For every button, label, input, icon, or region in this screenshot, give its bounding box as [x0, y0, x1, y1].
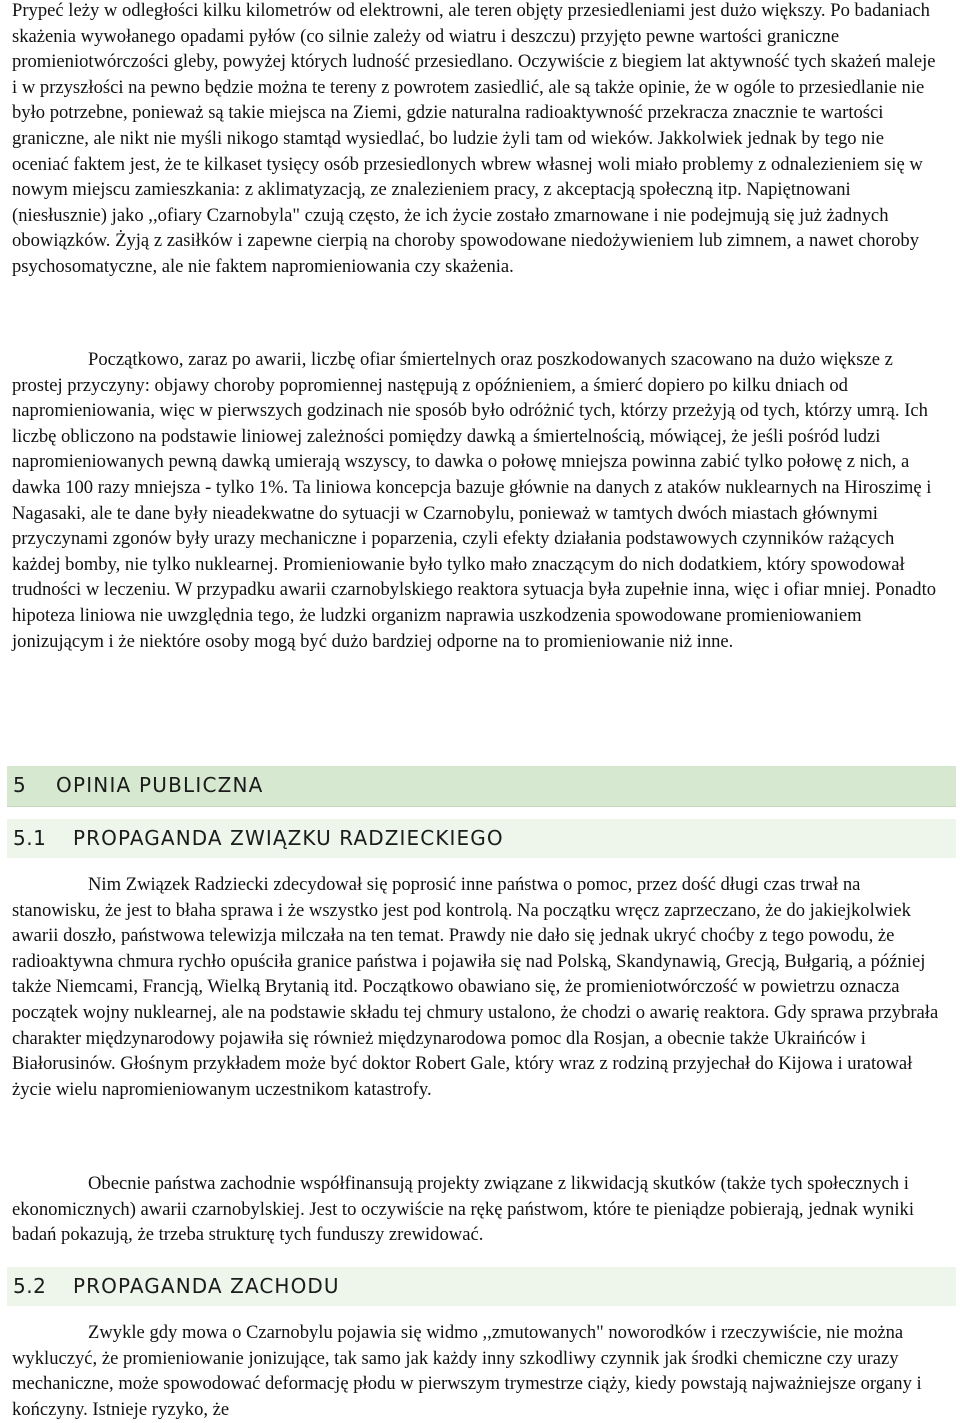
section-number: 5 — [13, 773, 27, 797]
subsection-number: 5.2 — [13, 1274, 47, 1298]
paragraph-casualties: Początkowo, zaraz po awarii, liczbę ofiar śmiertelnych oraz poszkodowanych szacowano na dużo większe z prostej przyczyny: objawy choroby popromiennej następują z opóźnieniem, a śmierć dopiero po kilku dniach od napromieniowania, więc w pierwszych godzinach nie sposób było odróżnić tych, którzy przeżyją od tych, którzy umrą. Ich liczbę obliczono na podstawie liniowej zależności pomiędzy dawką a śmiertelnością, mówiącej, że jeśli pośród ludzi napromieniowanych pewną dawką umierają wszyscy, to dawka o połowę mniejsza powinna zabić tylko połowę z nich, a dawka 100 razy mniejsza - tylko 1%. Ta liniowa koncepcja bazuje głównie na danych z ataków nuklearnych na Hiroszimę i Nagasaki, ale te dane były nieadekwatne do sytuacji w Czarnobylu, ponieważ w tamtych dwóch miastach głównymi przyczynami zgonów były urazy mechaniczne i poparzenia, czyli efekty działania podstawowych czynników rażących każdej bomby, nie tylko nuklearnej. Promieniowanie było tylko mało znaczącym do nich dodatkiem, który spowodował trudności w leczeniu. W przypadku awarii czarnobylskiego reaktora sytuacja była zupełnie inna, więc i ofiar mniej. Ponadto hipoteza liniowa nie uwzględnia tego, że ludzki organizm naprawia uszkodzenia spowodowane promieniowaniem jonizującym i że niektóre osoby mogą być dużo bardziej odporne na to promieniowanie niż inne. — [12, 349, 937, 652]
paragraph-western-funding: Obecnie państwa zachodnie współfinansują projekty związane z likwidacją skutków (także tych społecznych i ekonomicznych) awarii czarnobylskiej. Jest to oczywiście na rękę państwom, które te pieniądze pobierają, jednak wyniki badań pokazują, że trzeba strukturę tych funduszy zrewidować. — [12, 1173, 914, 1246]
subsection-number: 5.1 — [13, 826, 47, 850]
section-title: OPINIA PUBLICZNA — [56, 773, 264, 797]
paragraph-resettlement: Prypeć leży w odległości kilku kilometrów od elektrowni, ale teren objęty przesiedleniami jest dużo większy. Po badaniach skażenia wywołanego opadami pyłów (co silnie zależy od wiatru i deszczu) przyjęto pewne wartości graniczne promieniotwórczości gleby, powyżej których ludność przesiedlano. Oczywiście z biegiem lat aktywność tych skażeń maleje i w przyszłości na pewno będzie można te tereny z powrotem zasiedlić, ale są także opinie, że w ogóle to przesiedlanie nie było potrzebne, ponieważ są takie miejsca na Ziemi, gdzie naturalna radioaktywność przekracza znacznie te wartości graniczne, ale nikt nie myśli nikogo stamtąd wysiedlać, bo ludzie żyli tam od wieków. Jakkolwiek jednak by tego nie oceniać faktem jest, że te kilkaset tysięcy osób przesiedlonych wbrew własnej woli miało problemy z odnalezieniem się w nowym miejscu zamieszkania: z aklimatyzacją, ze znalezieniem pracy, z akceptacją społeczną itp. Napiętnowani (niesłusznie) jako ,,ofiary Czarnobyla" czują często, że ich życie zostało zmarnowane i nie podejmują się już żadnych obowiązków. Żyją z zasiłków i zapewne cierpią na choroby spowodowane niedożywieniem lub zimnem, a nawet choroby psychosomatyczne, ale nie faktem napromieniowania czy skażenia. — [12, 0, 936, 277]
paragraph-western-propaganda: Zwykle gdy mowa o Czarnobylu pojawia się widmo ,,zmutowanych" noworodków i rzeczywiście, nie można wykluczyć, że promieniowanie jonizujące, tak samo jak każdy inny szkodliwy czynnik jak środki chemiczne czy urazy mechaniczne, może spowodować deformację płodu w pierwszym trymestrze ciąży, kiedy powstają najważniejsze organy i kończyny. Istnieje ryzyko, że — [12, 1322, 922, 1420]
subsection-heading-5-1 — [7, 819, 956, 858]
paragraph-soviet-propaganda: Nim Związek Radziecki zdecydował się poprosić inne państwa o pomoc, przez dość długi czas trwał na stanowisku, że jest to błaha sprawa i że wszystko jest pod kontrolą. Na początku wręcz zaprzeczano, że do jakiejkolwiek awarii doszło, państwowa telewizja milczała na ten temat. Prawdy nie dało się jednak ukryć choćby z tego powodu, że radioaktywna chmura rychło opuściła granice państwa i pojawiła się nad Polską, Skandynawią, Grecją, Bułgarią, a później także Niemcami, Francją, Wielką Brytanią itd. Początkowo obawiano się, że promieniotwórczość w powietrzu oznacza początek wojny nuklearnej, ale na podstawie składu tej chmury ustalono, że chodzi o awarię reaktora. Gdy sprawa przybrała charakter międzynarodowy pojawiła się również międzynarodowa pomoc dla Rosjan, a obecnie także Ukraińców i Białorusinów. Głośnym przykładem może być doktor Robert Gale, który wraz z rodziną przyjechał do Kijowa i uratował życie wielu napromieniowanym uczestnikom katastrofy. — [12, 874, 939, 1100]
section-heading-5 — [7, 766, 956, 807]
subsection-title: PROPAGANDA ZWIĄZKU RADZIECKIEGO — [73, 826, 504, 850]
subsection-title: PROPAGANDA ZACHODU — [73, 1274, 340, 1298]
subsection-heading-5-2 — [7, 1267, 956, 1306]
